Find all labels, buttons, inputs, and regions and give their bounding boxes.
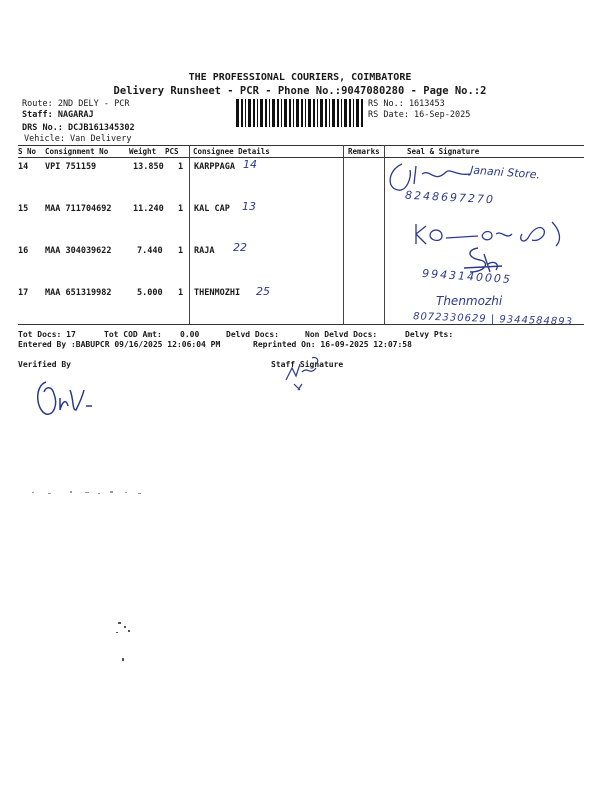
reprinted-on: Reprinted On: 16-09-2025 12:07:58 (253, 340, 412, 349)
table-top-rule (18, 145, 584, 146)
delivered-docs: Delvd Docs: (226, 330, 279, 339)
handwritten-phone: 8248697270 (404, 188, 496, 207)
column-divider (384, 145, 385, 324)
entered-by: Entered By :BABUPCR 09/16/2025 12:06:04 PM (18, 340, 221, 349)
handwritten-note: 25 (256, 285, 270, 298)
row-pcs: 1 (178, 204, 184, 214)
row-consignment: VPI 751159 (45, 162, 97, 172)
row-consignment: MAA 304039622 (45, 246, 112, 256)
row-weight: 13.850 (133, 162, 164, 172)
row-pcs: 1 (178, 288, 184, 298)
row-sno: 16 (18, 246, 29, 256)
handwritten-store-name: Janani Store. (469, 163, 541, 182)
handwritten-name: Thenmozhi (436, 294, 503, 308)
drs-number: DRS No.: DCJB161345302 (22, 123, 135, 133)
verified-by-label: Verified By (18, 360, 71, 369)
staff-signature-mark (282, 350, 328, 392)
col-header-weight: Weight (129, 147, 157, 156)
row-sno: 15 (18, 204, 29, 214)
delivery-points: Delvy Pts: (405, 330, 454, 339)
column-divider (343, 145, 344, 324)
company-title: THE PROFESSIONAL COURIERS, COIMBATORE (188, 72, 412, 83)
col-header-sno: S No (18, 147, 37, 156)
staff-signature-label: Staff Signature (271, 360, 344, 369)
column-divider (189, 145, 190, 324)
table-header-rule (18, 157, 584, 158)
verifier-signature (32, 376, 104, 422)
row-weight: 7.440 (137, 246, 163, 256)
row-weight: 11.240 (133, 204, 164, 214)
row-pcs: 1 (178, 162, 184, 172)
handwritten-note: 22 (233, 241, 247, 254)
row-weight: 5.000 (137, 288, 163, 298)
row-pcs: 1 (178, 246, 184, 256)
handwritten-note: 14 (243, 158, 257, 171)
col-header-pcs: PCS (165, 147, 179, 156)
row-consignment: MAA 651319982 (45, 288, 112, 298)
vehicle-label: Vehicle: Van Delivery (24, 134, 132, 144)
row-sno: 14 (18, 162, 29, 172)
col-header-remarks: Remarks (348, 147, 380, 156)
col-header-consignee: Consignee Details (193, 147, 270, 156)
total-cod-label: Tot COD Amt: (104, 330, 162, 339)
col-header-signature: Seal & Signature (407, 147, 480, 156)
runsheet-subtitle: Delivery Runsheet - PCR - Phone No.:9047080280 - Page No.:2 (113, 85, 487, 97)
non-delivered-docs: Non Delvd Docs: (305, 330, 378, 339)
barcode-image (236, 99, 364, 127)
row-consignee: RAJA (194, 246, 215, 256)
rs-number: RS No.: 1613453 (368, 99, 445, 109)
staff-label: Staff: NAGARAJ (22, 110, 94, 120)
row-consignment: MAA 711704692 (45, 204, 112, 214)
handwritten-note: 13 (242, 200, 256, 213)
row-sno: 17 (18, 288, 29, 298)
total-docs: Tot Docs: 17 (18, 330, 76, 339)
rs-date: RS Date: 16-Sep-2025 (368, 110, 471, 120)
route-label: Route: 2ND DELY - PCR (22, 99, 130, 109)
total-cod-value: 0.00 (180, 330, 200, 339)
scan-artifact (30, 488, 150, 498)
scan-artifact (110, 618, 140, 666)
row-consignee: KAL CAP (194, 204, 230, 214)
row-consignee: THENMOZHI (194, 288, 241, 298)
row-consignee: KARPPAGA (194, 162, 235, 172)
handwritten-phone: 8072330629 | 9344584893 (412, 311, 574, 328)
col-header-consignment: Consignment No (45, 147, 109, 156)
handwritten-phone: 9943140005 (421, 266, 513, 287)
signature-mark (386, 158, 476, 198)
